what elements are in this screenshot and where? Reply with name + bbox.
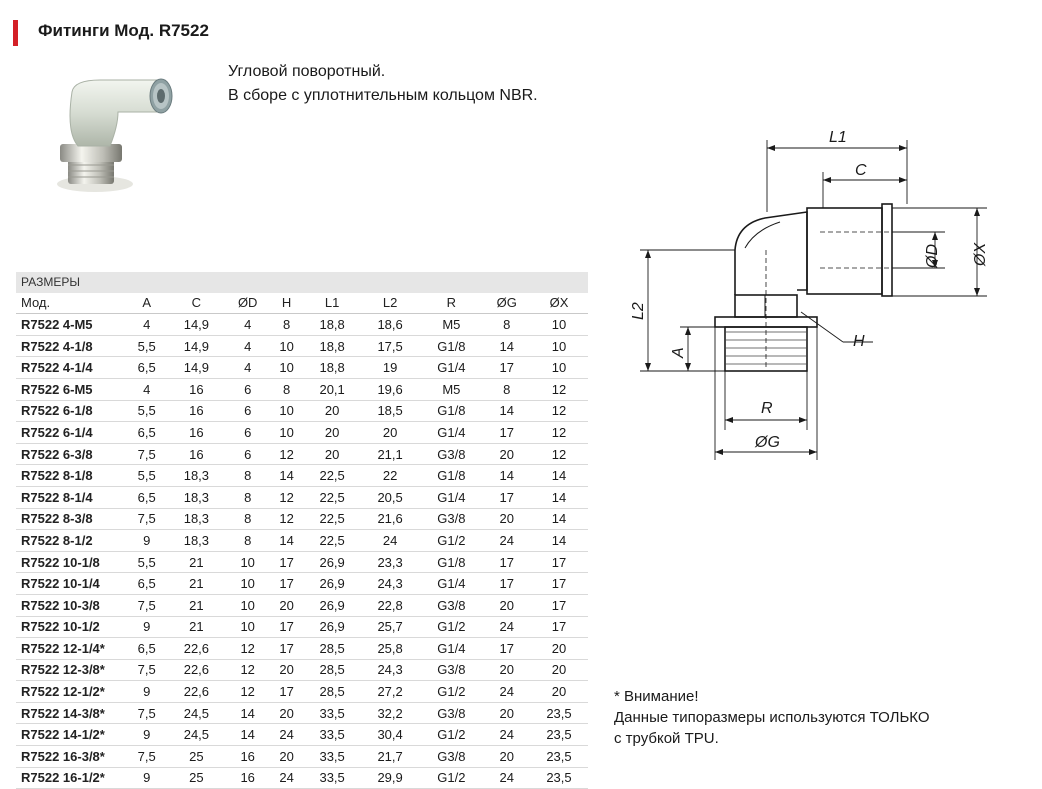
table-cell: 24: [270, 724, 303, 746]
table-cell: 22: [361, 465, 419, 487]
table-cell: M5: [419, 314, 484, 336]
table-cell: 18,8: [303, 335, 361, 357]
table-cell: 20: [303, 422, 361, 444]
table-cell: 30,4: [361, 724, 419, 746]
table-cell: 19: [361, 357, 419, 379]
model-cell: R7522 16-1/2*: [16, 767, 126, 789]
table-cell: 17: [530, 594, 588, 616]
model-cell: R7522 10-3/8: [16, 594, 126, 616]
attention-note: [614, 686, 930, 749]
table-cell: 20: [484, 746, 530, 768]
table-cell: 20: [270, 746, 303, 768]
table-cell: 17: [270, 681, 303, 703]
table-cell: 22,6: [167, 638, 225, 660]
table-cell: 20: [484, 659, 530, 681]
table-cell: 8: [484, 378, 530, 400]
table-cell: 28,5: [303, 681, 361, 703]
table-cell: 33,5: [303, 702, 361, 724]
table-row: [16, 530, 588, 552]
table-cell: 23,5: [530, 746, 588, 768]
dimensions-table-body: [16, 272, 588, 789]
table-cell: G1/8: [419, 551, 484, 573]
table-cell: 20: [530, 681, 588, 703]
product-image: [40, 72, 190, 202]
table-cell: 7,5: [126, 702, 167, 724]
table-cell: 21: [167, 616, 225, 638]
table-section-header: [16, 272, 588, 293]
note-line-1: * Внимание!: [614, 688, 699, 705]
table-cell: 9: [126, 767, 167, 789]
table-cell: 8: [484, 314, 530, 336]
table-cell: 4: [126, 314, 167, 336]
table-cell: 18,8: [303, 357, 361, 379]
table-cell: G1/8: [419, 465, 484, 487]
table-cell: 10: [530, 335, 588, 357]
table-cell: 17: [484, 638, 530, 660]
table-cell: 29,9: [361, 767, 419, 789]
table-cell: G1/2: [419, 530, 484, 552]
table-cell: 22,5: [303, 465, 361, 487]
table-cell: 17: [530, 573, 588, 595]
table-cell: 14: [270, 530, 303, 552]
table-cell: 10: [225, 551, 270, 573]
table-cell: 14,9: [167, 357, 225, 379]
table-cell: M5: [419, 378, 484, 400]
table-row: [16, 659, 588, 681]
table-cell: 24: [361, 530, 419, 552]
table-cell: 20: [270, 702, 303, 724]
table-row: [16, 443, 588, 465]
page-title: Фитинги Мод. R7522: [38, 21, 209, 40]
table-cell: 14: [530, 465, 588, 487]
table-cell: 4: [225, 314, 270, 336]
table-cell: 17: [530, 551, 588, 573]
table-row: [16, 551, 588, 573]
table-cell: 26,9: [303, 573, 361, 595]
model-cell: R7522 10-1/8: [16, 551, 126, 573]
table-cell: 12: [270, 486, 303, 508]
table-row: [16, 357, 588, 379]
table-cell: 18,5: [361, 400, 419, 422]
table-cell: 26,9: [303, 551, 361, 573]
table-cell: 22,5: [303, 530, 361, 552]
note-line-3: с трубкой TPU.: [614, 730, 719, 747]
table-cell: 17,5: [361, 335, 419, 357]
table-cell: 16: [167, 378, 225, 400]
table-cell: 12: [270, 443, 303, 465]
table-cell: 28,5: [303, 659, 361, 681]
table-cell: 6: [225, 443, 270, 465]
table-cell: 17: [270, 573, 303, 595]
table-cell: 10: [270, 335, 303, 357]
table-cell: 17: [270, 551, 303, 573]
table-cell: 9: [126, 681, 167, 703]
table-cell: G1/4: [419, 573, 484, 595]
model-cell: R7522 16-3/8*: [16, 746, 126, 768]
table-cell: 19,6: [361, 378, 419, 400]
table-cell: 17: [484, 486, 530, 508]
model-cell: R7522 6-1/4: [16, 422, 126, 444]
label-d: ØD: [924, 244, 941, 268]
table-cell: 20,1: [303, 378, 361, 400]
table-cell: 18,3: [167, 530, 225, 552]
table-cell: 16: [167, 422, 225, 444]
table-cell: 12: [530, 422, 588, 444]
table-cell: 17: [484, 551, 530, 573]
table-cell: 12: [270, 508, 303, 530]
note-line-2: Данные типоразмеры используются ТОЛЬКО: [614, 709, 930, 726]
table-cell: 20,5: [361, 486, 419, 508]
table-cell: G1/8: [419, 400, 484, 422]
table-cell: 14: [225, 724, 270, 746]
table-cell: G3/8: [419, 508, 484, 530]
table-cell: G3/8: [419, 594, 484, 616]
label-x: ØX: [972, 242, 989, 266]
table-cell: 23,5: [530, 767, 588, 789]
table-cell: 5,5: [126, 400, 167, 422]
table-cell: 10: [225, 594, 270, 616]
table-row: [16, 702, 588, 724]
table-cell: 14: [530, 508, 588, 530]
table-cell: 8: [270, 314, 303, 336]
table-cell: 24,5: [167, 702, 225, 724]
dimensions-table: [16, 272, 588, 789]
table-cell: 16: [167, 443, 225, 465]
table-cell: 17: [484, 357, 530, 379]
table-cell: 14: [484, 335, 530, 357]
table-cell: 20: [303, 443, 361, 465]
table-cell: 9: [126, 616, 167, 638]
model-cell: R7522 8-3/8: [16, 508, 126, 530]
table-cell: 20: [484, 702, 530, 724]
table-cell: 24: [484, 767, 530, 789]
table-cell: 14: [530, 486, 588, 508]
label-l2: L2: [630, 302, 647, 320]
table-cell: 24,3: [361, 573, 419, 595]
table-cell: 14: [484, 465, 530, 487]
table-cell: 26,9: [303, 594, 361, 616]
table-row: [16, 335, 588, 357]
table-cell: 14: [530, 530, 588, 552]
table-cell: 17: [484, 422, 530, 444]
table-cell: 6: [225, 400, 270, 422]
model-cell: R7522 14-1/2*: [16, 724, 126, 746]
description-line-1: Угловой поворотный.: [228, 63, 386, 80]
table-cell: 12: [225, 681, 270, 703]
table-cell: G1/2: [419, 724, 484, 746]
table-cell: 6,5: [126, 422, 167, 444]
table-cell: 4: [225, 357, 270, 379]
table-cell: 6: [225, 378, 270, 400]
table-cell: 10: [270, 357, 303, 379]
table-cell: 6,5: [126, 357, 167, 379]
table-row: [16, 573, 588, 595]
table-cell: 20: [484, 594, 530, 616]
table-cell: 10: [530, 314, 588, 336]
column-header: R: [419, 293, 484, 314]
table-cell: 22,5: [303, 508, 361, 530]
model-cell: R7522 8-1/2: [16, 530, 126, 552]
table-cell: 28,5: [303, 638, 361, 660]
table-cell: 25,8: [361, 638, 419, 660]
table-cell: 21,6: [361, 508, 419, 530]
model-cell: R7522 6-3/8: [16, 443, 126, 465]
table-row: [16, 724, 588, 746]
table-cell: G1/2: [419, 616, 484, 638]
table-cell: 22,8: [361, 594, 419, 616]
table-cell: 18,3: [167, 486, 225, 508]
table-cell: 17: [530, 616, 588, 638]
column-header: ØD: [225, 293, 270, 314]
table-cell: 7,5: [126, 594, 167, 616]
label-h: H: [853, 333, 865, 350]
table-cell: 20: [270, 594, 303, 616]
model-cell: R7522 4-M5: [16, 314, 126, 336]
table-cell: G3/8: [419, 443, 484, 465]
column-header: Мод.: [16, 293, 126, 314]
table-cell: 5,5: [126, 465, 167, 487]
table-row: [16, 422, 588, 444]
model-cell: R7522 6-M5: [16, 378, 126, 400]
table-cell: G1/2: [419, 767, 484, 789]
table-row: [16, 616, 588, 638]
table-cell: 33,5: [303, 767, 361, 789]
table-cell: 7,5: [126, 443, 167, 465]
model-cell: R7522 12-1/4*: [16, 638, 126, 660]
column-header: H: [270, 293, 303, 314]
model-cell: R7522 4-1/4: [16, 357, 126, 379]
label-a: A: [670, 347, 687, 358]
product-description: [228, 60, 538, 108]
table-cell: 4: [126, 378, 167, 400]
model-cell: R7522 14-3/8*: [16, 702, 126, 724]
label-g: ØG: [755, 434, 780, 451]
table-row: [16, 746, 588, 768]
table-cell: 24: [484, 616, 530, 638]
table-cell: 22,5: [303, 486, 361, 508]
model-cell: R7522 12-1/2*: [16, 681, 126, 703]
table-cell: 20: [270, 659, 303, 681]
table-cell: 18,3: [167, 465, 225, 487]
table-cell: 17: [484, 573, 530, 595]
table-cell: 24: [270, 767, 303, 789]
technical-drawing: [615, 120, 1035, 470]
table-cell: 7,5: [126, 746, 167, 768]
table-cell: 20: [361, 422, 419, 444]
table-cell: 8: [225, 508, 270, 530]
table-cell: 10: [225, 616, 270, 638]
table-cell: 14: [484, 400, 530, 422]
table-cell: 20: [530, 659, 588, 681]
table-cell: 20: [303, 400, 361, 422]
table-cell: 21,1: [361, 443, 419, 465]
table-row: [16, 508, 588, 530]
table-cell: 6,5: [126, 573, 167, 595]
table-row: [16, 486, 588, 508]
model-cell: R7522 6-1/8: [16, 400, 126, 422]
table-cell: 10: [530, 357, 588, 379]
table-cell: 21: [167, 594, 225, 616]
table-cell: 9: [126, 530, 167, 552]
table-cell: G1/4: [419, 638, 484, 660]
table-cell: 18,6: [361, 314, 419, 336]
table-cell: 10: [270, 422, 303, 444]
table-cell: 12: [530, 443, 588, 465]
model-cell: R7522 8-1/8: [16, 465, 126, 487]
table-cell: 8: [225, 530, 270, 552]
table-cell: G3/8: [419, 659, 484, 681]
table-row: [16, 681, 588, 703]
column-header: L2: [361, 293, 419, 314]
table-cell: 23,5: [530, 702, 588, 724]
table-cell: 12: [530, 400, 588, 422]
table-row: [16, 378, 588, 400]
description-line-2: В сборе с уплотнительным кольцом NBR.: [228, 87, 538, 104]
label-c: C: [855, 162, 867, 179]
table-cell: 10: [225, 573, 270, 595]
table-cell: 9: [126, 724, 167, 746]
table-section-label: РАЗМЕРЫ: [16, 272, 588, 293]
model-cell: R7522 10-1/2: [16, 616, 126, 638]
table-cell: 14,9: [167, 335, 225, 357]
table-cell: 8: [225, 486, 270, 508]
table-cell: 20: [484, 443, 530, 465]
table-cell: 24: [484, 530, 530, 552]
table-cell: 18,8: [303, 314, 361, 336]
table-cell: 20: [484, 508, 530, 530]
table-column-headers: [16, 293, 588, 314]
table-cell: 23,5: [530, 724, 588, 746]
table-cell: G1/4: [419, 486, 484, 508]
table-row: [16, 638, 588, 660]
table-row: [16, 594, 588, 616]
table-cell: 24,5: [167, 724, 225, 746]
table-cell: 6: [225, 422, 270, 444]
table-cell: 22,6: [167, 659, 225, 681]
table-cell: 12: [225, 638, 270, 660]
table-cell: 33,5: [303, 724, 361, 746]
table-cell: 24: [484, 724, 530, 746]
title-accent-bar: [13, 20, 18, 46]
model-cell: R7522 4-1/8: [16, 335, 126, 357]
table-cell: 16: [225, 767, 270, 789]
table-cell: 5,5: [126, 335, 167, 357]
model-cell: R7522 12-3/8*: [16, 659, 126, 681]
table-cell: 16: [225, 746, 270, 768]
table-row: [16, 314, 588, 336]
column-header: C: [167, 293, 225, 314]
table-cell: 14: [270, 465, 303, 487]
table-cell: 17: [270, 616, 303, 638]
column-header: ØG: [484, 293, 530, 314]
table-row: [16, 400, 588, 422]
table-cell: 12: [530, 378, 588, 400]
table-cell: G1/8: [419, 335, 484, 357]
table-cell: 6,5: [126, 638, 167, 660]
column-header: L1: [303, 293, 361, 314]
table-row: [16, 465, 588, 487]
table-cell: 17: [270, 638, 303, 660]
table-cell: G3/8: [419, 702, 484, 724]
table-cell: G1/2: [419, 681, 484, 703]
table-cell: G3/8: [419, 746, 484, 768]
table-cell: 22,6: [167, 681, 225, 703]
table-cell: 21: [167, 573, 225, 595]
table-cell: 7,5: [126, 508, 167, 530]
column-header: A: [126, 293, 167, 314]
table-cell: 14,9: [167, 314, 225, 336]
table-cell: 27,2: [361, 681, 419, 703]
table-cell: 24,3: [361, 659, 419, 681]
label-r: R: [761, 400, 773, 417]
table-cell: 16: [167, 400, 225, 422]
table-cell: G1/4: [419, 357, 484, 379]
table-cell: 25,7: [361, 616, 419, 638]
table-cell: 18,3: [167, 508, 225, 530]
table-cell: G1/4: [419, 422, 484, 444]
table-cell: 23,3: [361, 551, 419, 573]
table-cell: 25: [167, 746, 225, 768]
table-cell: 7,5: [126, 659, 167, 681]
label-l1: L1: [829, 129, 847, 146]
table-cell: 8: [270, 378, 303, 400]
table-cell: 14: [225, 702, 270, 724]
table-cell: 32,2: [361, 702, 419, 724]
table-cell: 8: [225, 465, 270, 487]
table-cell: 4: [225, 335, 270, 357]
table-cell: 33,5: [303, 746, 361, 768]
table-cell: 25: [167, 767, 225, 789]
table-cell: 12: [225, 659, 270, 681]
table-cell: 20: [530, 638, 588, 660]
table-cell: 21: [167, 551, 225, 573]
column-header: ØX: [530, 293, 588, 314]
table-cell: 5,5: [126, 551, 167, 573]
table-cell: 21,7: [361, 746, 419, 768]
table-cell: 24: [484, 681, 530, 703]
table-cell: 6,5: [126, 486, 167, 508]
model-cell: R7522 10-1/4: [16, 573, 126, 595]
table-row: [16, 767, 588, 789]
table-cell: 10: [270, 400, 303, 422]
model-cell: R7522 8-1/4: [16, 486, 126, 508]
table-cell: 26,9: [303, 616, 361, 638]
